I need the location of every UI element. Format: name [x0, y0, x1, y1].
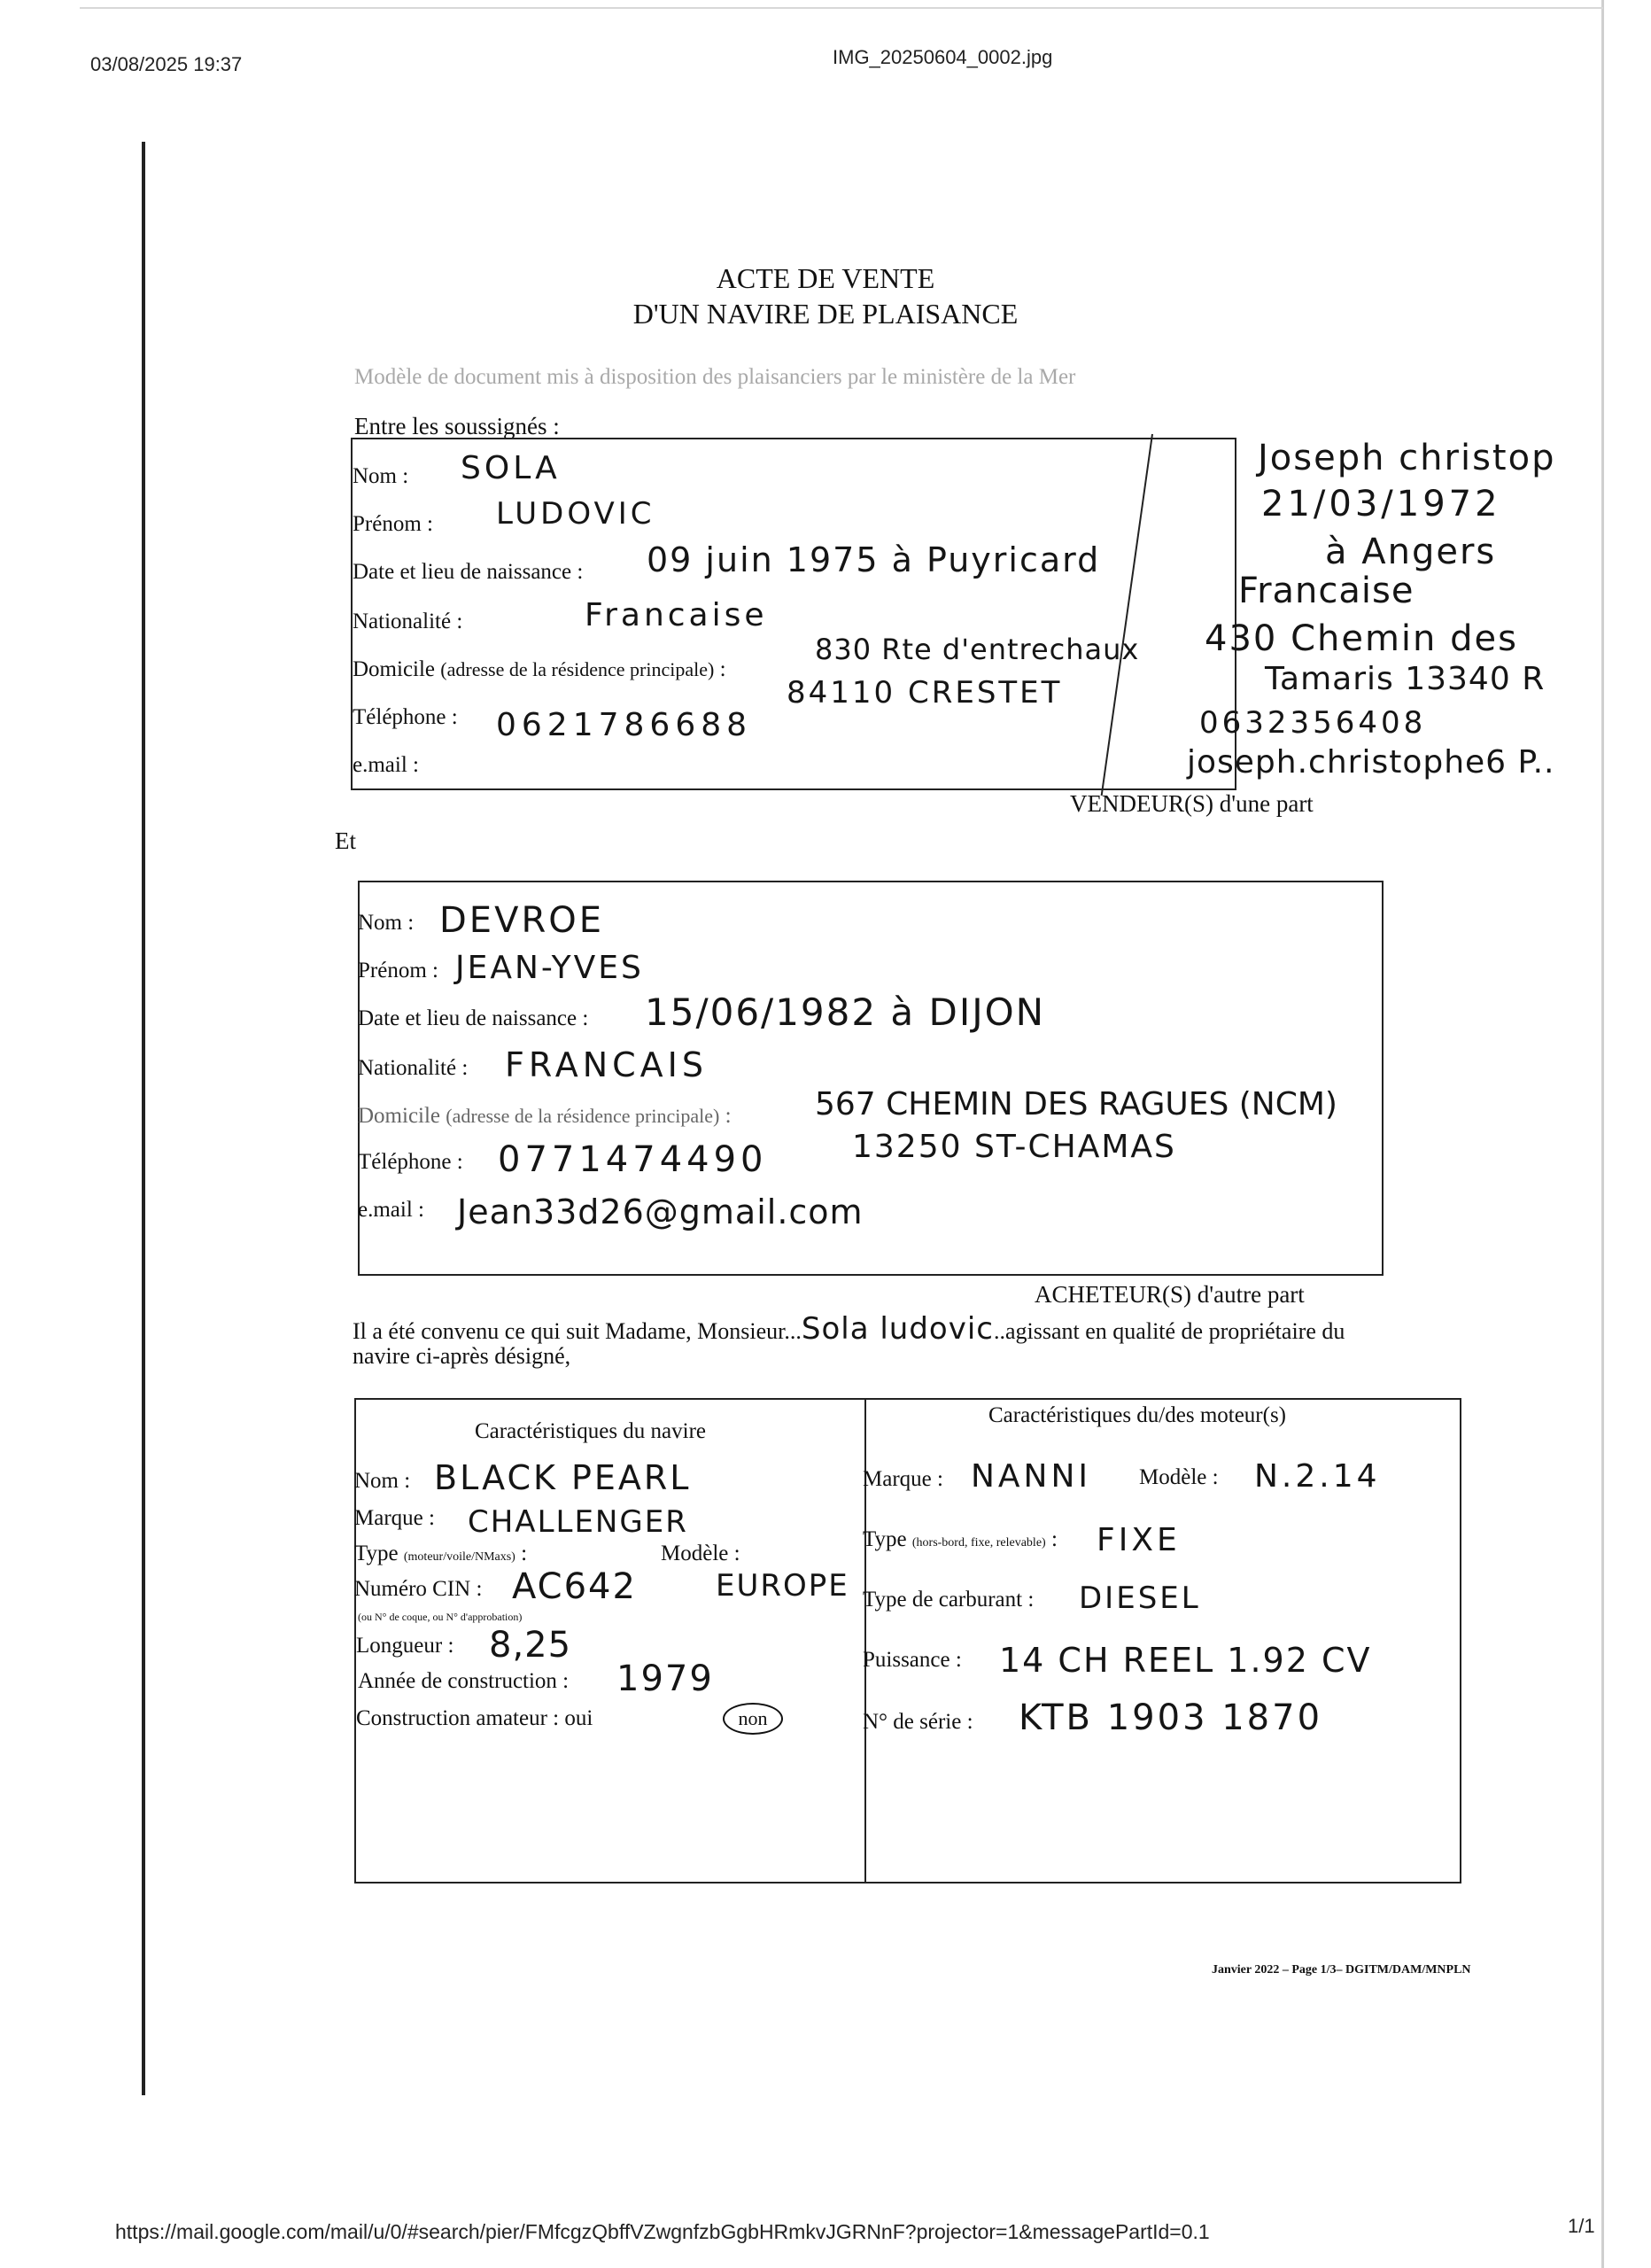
coseller-name: Joseph christop [1258, 438, 1556, 478]
agreement-prefix: Il a été convenu ce qui suit Madame, Monsieur. [353, 1318, 790, 1344]
engine-heading: Caractéristiques du/des moteur(s) [988, 1403, 1287, 1427]
engine-marque-value: NANNI [971, 1458, 1092, 1495]
buyer-domicile-label [358, 1104, 732, 1129]
document-subtitle: Modèle de document mis à disposition des plaisanciers par le ministère de la Mer [354, 365, 1076, 389]
buyer-email-label: e.mail : [358, 1198, 424, 1222]
document-title-line1: ACTE DE VENTE [716, 262, 935, 294]
vessel-cin-note: (ou N° de coque, ou N° d'approbation) [358, 1611, 523, 1623]
seller-domicile-line1: 830 Rte d'entrechaux [815, 633, 1140, 666]
vessel-nom-value: BLACK PEARL [434, 1458, 692, 1497]
buyer-email-value: Jean33d26@gmail.com [457, 1192, 864, 1231]
vessel-amateur-label: Construction amateur : oui [356, 1706, 593, 1730]
coseller-birth-place: à Angers [1325, 532, 1497, 572]
vessel-cin-label: Numéro CIN : [354, 1577, 483, 1601]
seller-nationality-label: Nationalité : [353, 610, 463, 633]
vessel-annee-label: Année de construction : [358, 1669, 570, 1693]
engine-type-note: (hors-bord, fixe, relevable) [911, 1536, 1046, 1550]
parties-intro: Entre les soussignés : [354, 413, 560, 439]
vessel-longueur-value: 8,25 [489, 1625, 572, 1666]
engine-puissance-label: Puissance : [863, 1648, 962, 1672]
scan-edge-left [142, 142, 145, 2095]
scan-edge-top [80, 7, 1603, 9]
buyer-prenom-value: JEAN-YVES [455, 950, 644, 986]
buyer-domicile-colon: : [725, 1104, 732, 1128]
buyer-prenom-label: Prénom : [358, 959, 438, 983]
buyer-telephone-value: 0771474490 [498, 1139, 768, 1180]
seller-prenom-value: LUDOVIC [496, 496, 655, 532]
document-title-line2: D'UN NAVIRE DE PLAISANCE [632, 298, 1019, 330]
print-datetime: 03/08/2025 19:37 [90, 53, 243, 75]
coseller-telephone: 0632356408 [1199, 705, 1427, 741]
buyer-domicile-line1: 567 CHEMIN DES RAGUES (NCM) [815, 1086, 1337, 1122]
seller-email-label: e.mail : [353, 753, 419, 777]
vessel-marque-label: Marque : [354, 1506, 435, 1530]
buyer-nationality-label: Nationalité : [358, 1056, 469, 1080]
scan-edge-right [1601, 0, 1604, 2268]
seller-domicile-colon: : [719, 657, 726, 681]
vessel-type-word: Type [354, 1542, 399, 1565]
buyer-birth-value: 15/06/1982 à DIJON [645, 990, 1046, 1034]
buyer-domicile-word: Domicile [358, 1104, 441, 1128]
print-page-count: 1/1 [1568, 2215, 1595, 2237]
agreement-line1 [353, 1311, 1345, 1347]
print-url: https://mail.google.com/mail/u/0/#search/pier/FMfcgzQbffVZwgnfzbGgbHRmkvJGRNnF?projector=1&messagePartId=0.1 [115, 2220, 1210, 2243]
vessel-modele-label: Modèle : [661, 1542, 740, 1565]
engine-carburant-label: Type de carburant : [863, 1588, 1035, 1612]
buyer-nom-label: Nom : [358, 911, 415, 935]
engine-modele-value: N.2.14 [1254, 1458, 1381, 1495]
agreement-dots-after: .. [994, 1318, 1005, 1344]
seller-telephone-value: 0621786688 [496, 707, 753, 743]
coseller-address-line1: 430 Chemin des [1205, 618, 1518, 659]
seller-domicile-label [353, 657, 726, 682]
seller-telephone-label: Téléphone : [353, 705, 458, 729]
engine-type-label [863, 1527, 1058, 1552]
vessel-type-label [354, 1542, 527, 1566]
seller-nationality-value: Francaise [585, 597, 768, 633]
buyer-role: ACHETEUR(S) d'autre part [1035, 1281, 1305, 1308]
vessel-type-colon: : [521, 1542, 528, 1565]
engine-modele-label: Modèle : [1139, 1465, 1219, 1489]
vessel-amateur-non-circled: non [723, 1703, 783, 1735]
vessel-longueur-label: Longueur : [356, 1634, 454, 1658]
agreement-owner-name: Sola ludovic [801, 1311, 994, 1347]
seller-role: VENDEUR(S) d'une part [1070, 790, 1314, 817]
engine-puissance-value: 14 CH REEL 1.92 CV [999, 1641, 1372, 1680]
engine-serie-value: KTB 1903 1870 [1019, 1697, 1323, 1738]
engine-carburant-value: DIESEL [1079, 1581, 1201, 1616]
buyer-nom-value: DEVROE [439, 900, 604, 941]
buyer-domicile-note: (adresse de la résidence principale) [446, 1105, 720, 1127]
vessel-heading: Caractéristiques du navire [475, 1419, 707, 1443]
seller-birth-value: 09 juin 1975 à Puyricard [647, 540, 1101, 579]
vessel-type-note: (moteur/voile/NMaxs) [403, 1550, 515, 1564]
engine-type-colon: : [1050, 1527, 1058, 1551]
seller-nom-value: SOLA [461, 450, 561, 486]
document-page-reference: Janvier 2022 – Page 1/3– DGITM/DAM/MNPLN [1212, 1963, 1471, 1977]
vessel-marque-value: CHALLENGER [468, 1504, 688, 1540]
buyer-domicile-line2: 13250 ST-CHAMAS [852, 1129, 1176, 1165]
coseller-address-line2: Tamaris 13340 R [1265, 661, 1546, 697]
coseller-birth-date: 21/03/1972 [1261, 484, 1501, 524]
agreement-suffix: agissant en qualité de propriétaire du [1005, 1318, 1345, 1344]
buyer-birth-label: Date et lieu de naissance : [358, 1006, 589, 1030]
seller-domicile-word: Domicile [353, 657, 436, 681]
and-label: Et [335, 827, 356, 854]
engine-type-value: FIXE [1097, 1522, 1181, 1558]
seller-prenom-label: Prénom : [353, 512, 433, 536]
engine-type-word: Type [863, 1527, 907, 1551]
seller-nom-label: Nom : [353, 464, 409, 488]
seller-birth-label: Date et lieu de naissance : [353, 560, 584, 584]
agreement-dots-before: .. [789, 1318, 802, 1344]
vessel-cin-value: AC642 [512, 1566, 637, 1607]
buyer-telephone-label: Téléphone : [358, 1150, 463, 1174]
engine-marque-label: Marque : [863, 1467, 943, 1491]
vessel-modele-value: EUROPE [716, 1568, 849, 1604]
seller-box [351, 438, 1236, 790]
buyer-nationality-value: FRANCAIS [505, 1045, 708, 1084]
coseller-nationality: Francaise [1238, 571, 1415, 611]
coseller-email: joseph.christophe6 P.. [1187, 744, 1555, 781]
vessel-nom-label: Nom : [354, 1469, 411, 1493]
print-filename: IMG_20250604_0002.jpg [833, 46, 1053, 68]
agreement-line2: navire ci-après désigné, [353, 1343, 571, 1369]
seller-domicile-note: (adresse de la résidence principale) [440, 658, 715, 680]
vessel-annee-value: 1979 [616, 1658, 714, 1699]
engine-serie-label: N° de série : [863, 1710, 973, 1734]
seller-domicile-line2: 84110 CRESTET [787, 675, 1063, 711]
